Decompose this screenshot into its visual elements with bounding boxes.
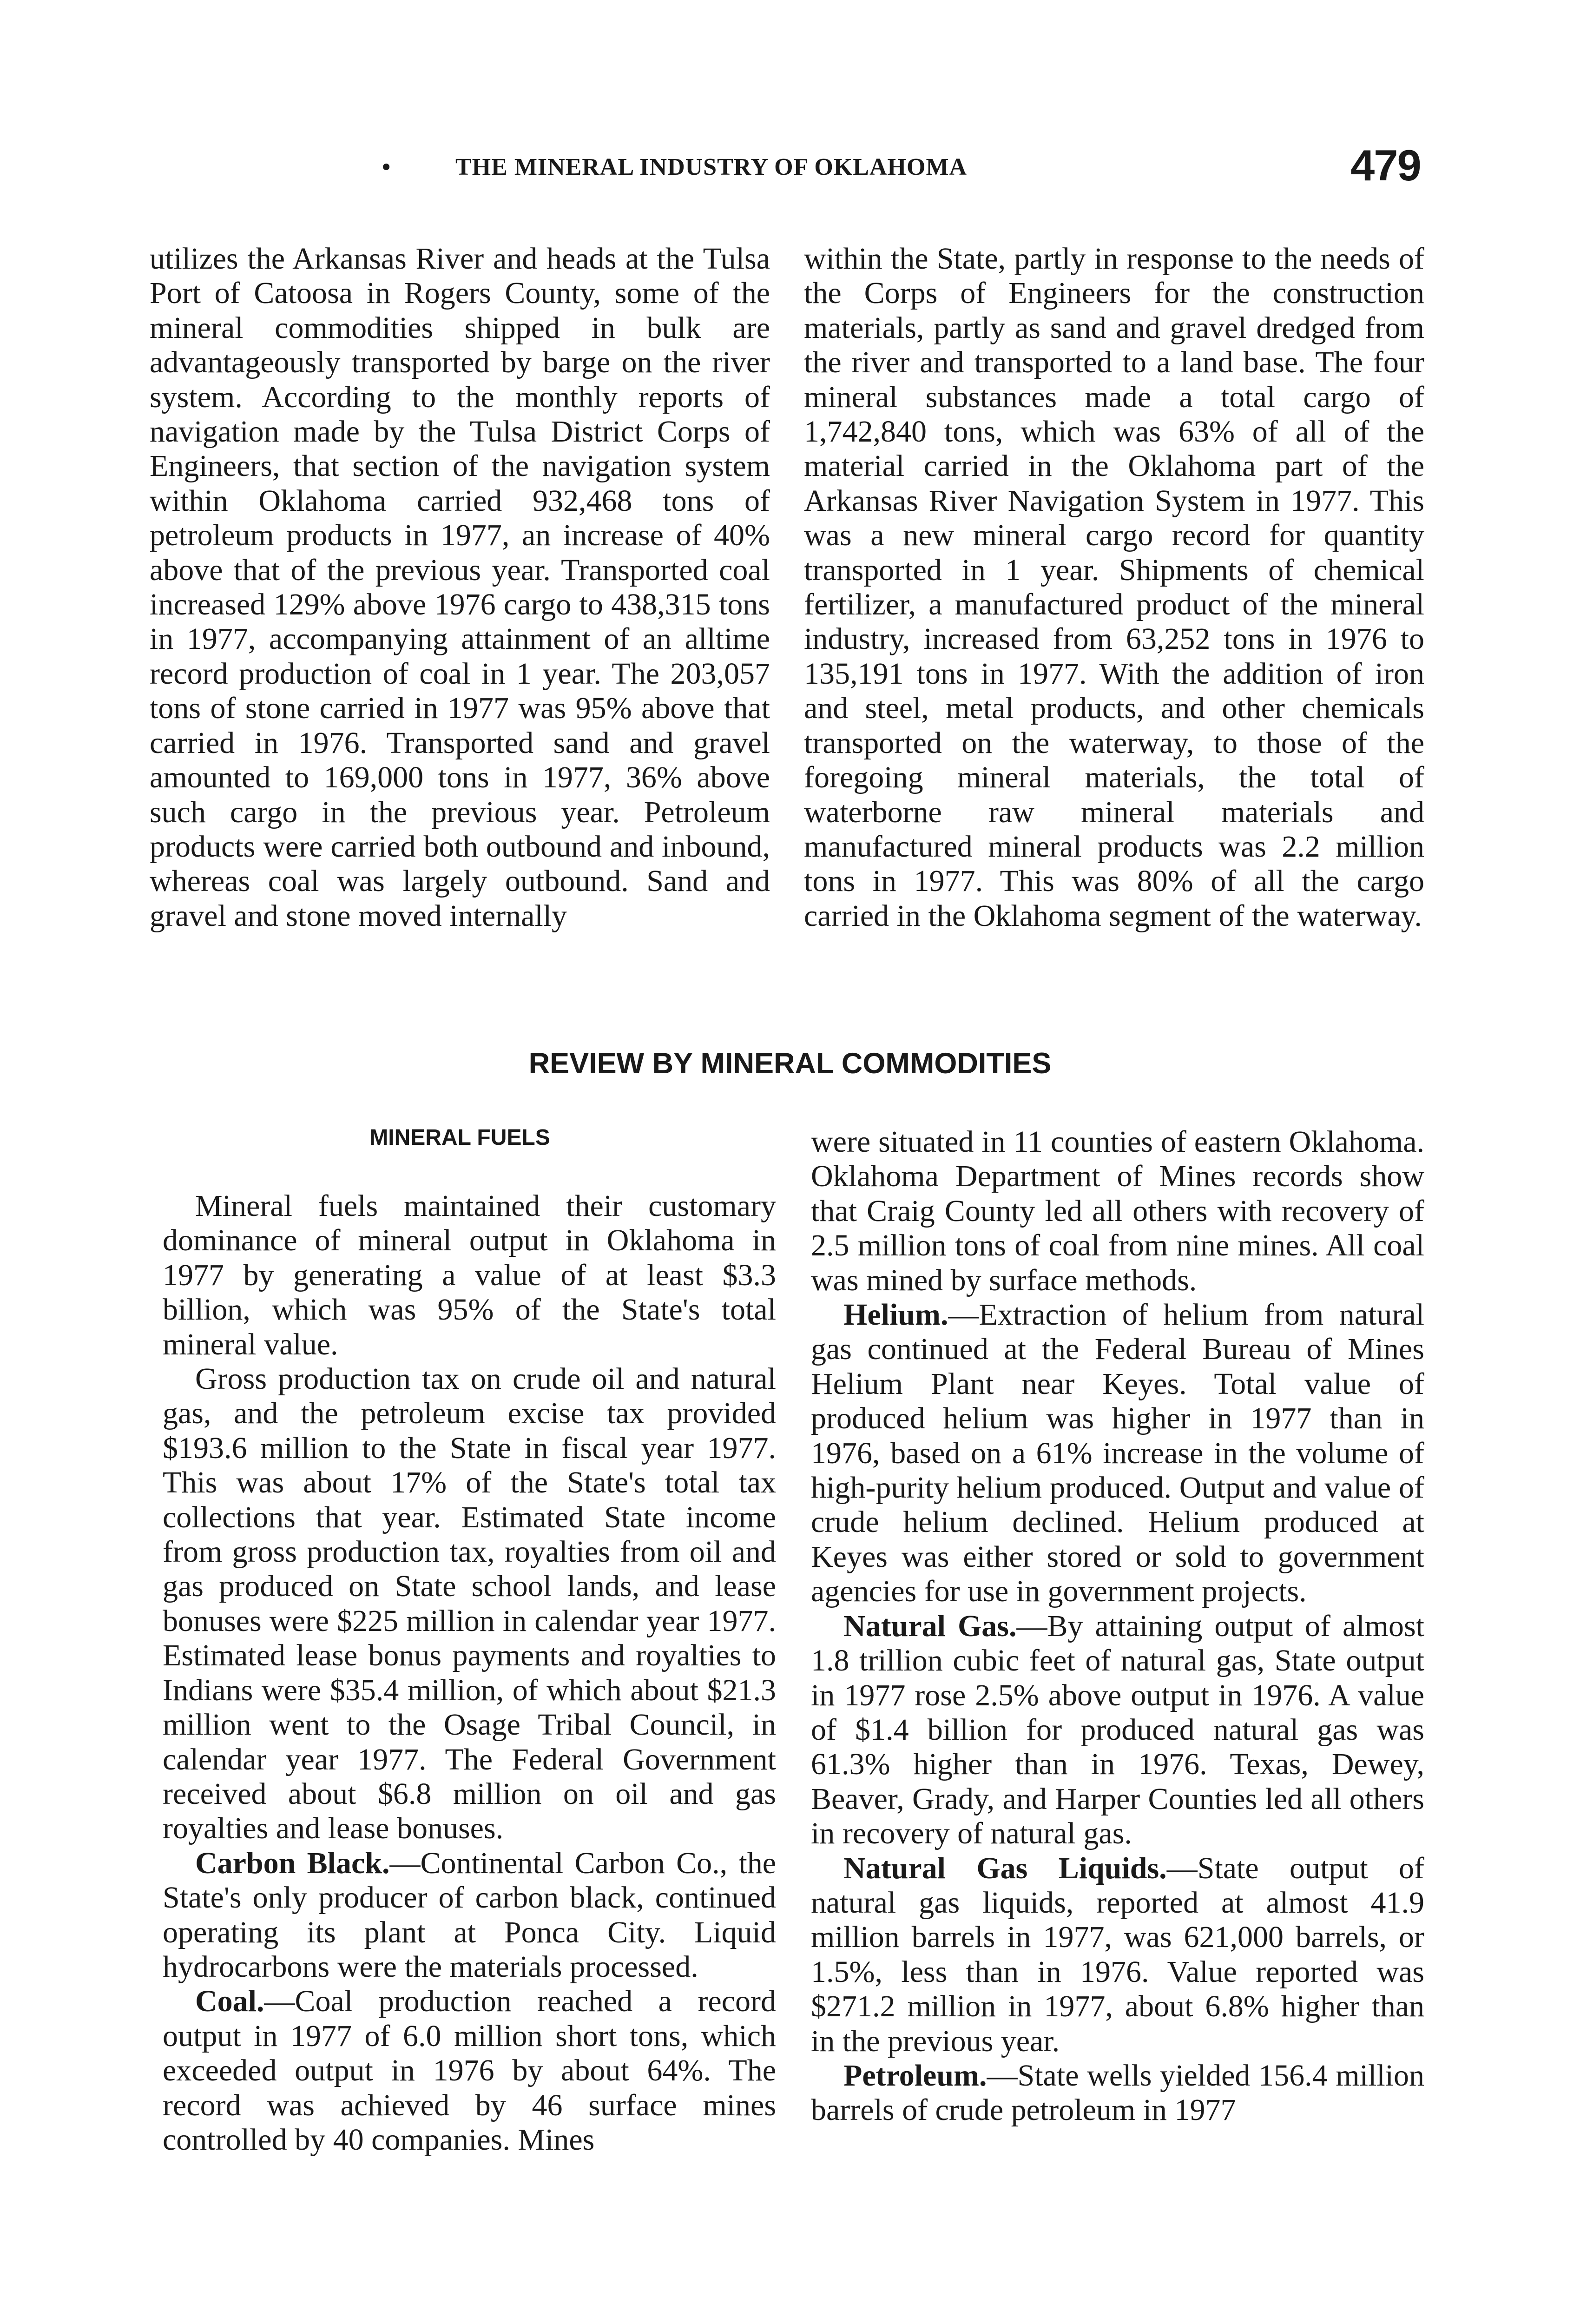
intro-left-paragraph: utilizes the Arkansas River and heads at the Tulsa Port of Catoosa in Rogers County, some of the mineral commodities shipped in bulk are advantageously transported by barge on the river system. According to the monthly reports of navigation made by the Tulsa District Corps of Engineers, that section of the navigation system within Oklahoma carried 932,468 tons of petroleum products in 1977, an increase of 40% above that of the previous year. Transported coal increased 129% above 1976 cargo to 438,315 tons in 1977, accompanying attainment of an alltime record production of coal in 1 year. The 203,057 tons of stone carried in 1977 was 95% above that carried in 1976. Transported sand and gravel amounted to 169,000 tons in 1977, 36% above such cargo in the previous year. Petroleum products were carried both outbound and inbound, whereas coal was largely outbound. Sand and gravel and stone moved internally <box>150 242 770 933</box>
natural-gas-heading: Natural Gas. <box>843 1609 1017 1643</box>
intro-right-column <box>804 242 1424 1032</box>
helium-text: —Extraction of helium from natural gas continued at the Federal Bureau of Mines Helium Plant near Keyes. Total value of produced helium was higher in 1977 than in 1976, based on a 61% increase in the volume of high-purity helium produced. Output and value of crude helium declined. Helium produced at Keyes was either stored or sold to government agencies for use in government projects. <box>811 1298 1424 1609</box>
carbon-black-heading: Carbon Black. <box>195 1846 390 1880</box>
paragraph-tax-royalties: Gross production tax on crude oil and natural gas, and the petroleum excise tax provided $193.6 million to the State in fiscal year 1977. This was about 17% of the State's total tax collections that year. Estimated State income from gross production tax, royalties from oil and gas produced on State school lands, and lease bonuses were $225 million in calendar year 1977. Estimated lease bonus payments and royalties to Indians were $35.4 million, of which about $21.3 million went to the Osage Tribal Council, in calendar year 1977. The Federal Government received about $6.8 million on oil and gas royalties and lease bonuses. <box>163 1362 776 1846</box>
natural-gas-liquids-heading: Natural Gas Liquids. <box>843 1851 1167 1885</box>
coal-text: —Coal production reached a record output in 1977 of 6.0 million short tons, which exceeded output in 1976 by about 64%. The record was achieved by 46 surface mines controlled by 40 companies. Mines <box>163 1984 776 2157</box>
section-title: REVIEW BY MINERAL COMMODITIES <box>528 1047 1052 1080</box>
paragraph-natural-gas-liquids <box>811 1851 1424 2059</box>
coal-heading: Coal. <box>195 1984 264 2019</box>
intro-right-paragraph: within the State, partly in response to the needs of the Corps of Engineers for the construction materials, partly as sand and gravel dredged from the river and transported to a land base. The four mineral substances made a total cargo of 1,742,840 tons, which was 63% of all of the material carried in the Oklahoma part of the Arkansas River Navigation System in 1977. This was a new mineral cargo record for quantity transported in 1 year. Shipments of chemical fertilizer, a manufactured product of the mineral industry, increased from 63,252 tons in 1976 to 135,191 tons in 1977. With the addition of iron and steel, metal products, and other chemicals transported on the waterway, to those of the foregoing mineral materials, the total of waterborne raw mineral materials and manufactured mineral products was 2.2 million tons in 1977. This was 80% of all the cargo carried in the Oklahoma segment of the waterway. <box>804 242 1424 933</box>
subsection-title-mineral-fuels: MINERAL FUELS <box>369 1125 550 1150</box>
paragraph-coal-continued: were situated in 11 counties of eastern Oklahoma. Oklahoma Department of Mines records show that Craig County led all others with recovery of 2.5 million tons of coal from nine mines. All coal was mined by surface methods. <box>811 1125 1424 1297</box>
petroleum-text: —State wells yielded 156.4 million barrels of crude petroleum in 1977 <box>811 2058 1424 2127</box>
review-left-column <box>163 1189 776 2212</box>
paragraph-carbon-black <box>163 1846 776 1985</box>
natural-gas-liquids-text: —State output of natural gas liquids, reported at almost 41.9 million barrels in 1977, was 621,000 barrels, or 1.5%, less than in 1976. Value reported was $271.2 million in 1977, about 6.8% higher than in the previous year. <box>811 1851 1424 2058</box>
page-number: 479 <box>1350 141 1421 190</box>
paragraph-coal <box>163 1984 776 2157</box>
carbon-black-text: —Continental Carbon Co., the State's only producer of carbon black, continued operating its plant at Ponca City. Liquid hydrocarbons were the materials processed. <box>163 1846 777 1984</box>
review-right-column <box>811 1125 1424 2217</box>
natural-gas-text: —By attaining output of almost 1.8 trillion cubic feet of natural gas, State output in 1977 rose 2.5% above output in 1976. A value of $1.4 billion for produced natural gas was 61.3% higher than in 1976. Texas, Dewey, Beaver, Grady, and Harper Counties led all others in recovery of natural gas. <box>811 1609 1424 1851</box>
paragraph-natural-gas <box>811 1609 1424 1851</box>
petroleum-heading: Petroleum. <box>843 2058 987 2093</box>
header-bullet: • <box>382 154 391 180</box>
intro-left-column <box>150 242 770 1032</box>
paragraph-helium <box>811 1298 1424 1609</box>
paragraph-petroleum <box>811 2059 1424 2128</box>
helium-heading: Helium. <box>843 1298 948 1332</box>
running-head-title: THE MINERAL INDUSTRY OF OKLAHOMA <box>455 154 968 180</box>
paragraph-mineral-fuels-value: Mineral fuels maintained their customary dominance of mineral output in Oklahoma in 1977 by generating a value of at least $3.3 billion, which was 95% of the State's total mineral value. <box>163 1189 776 1361</box>
